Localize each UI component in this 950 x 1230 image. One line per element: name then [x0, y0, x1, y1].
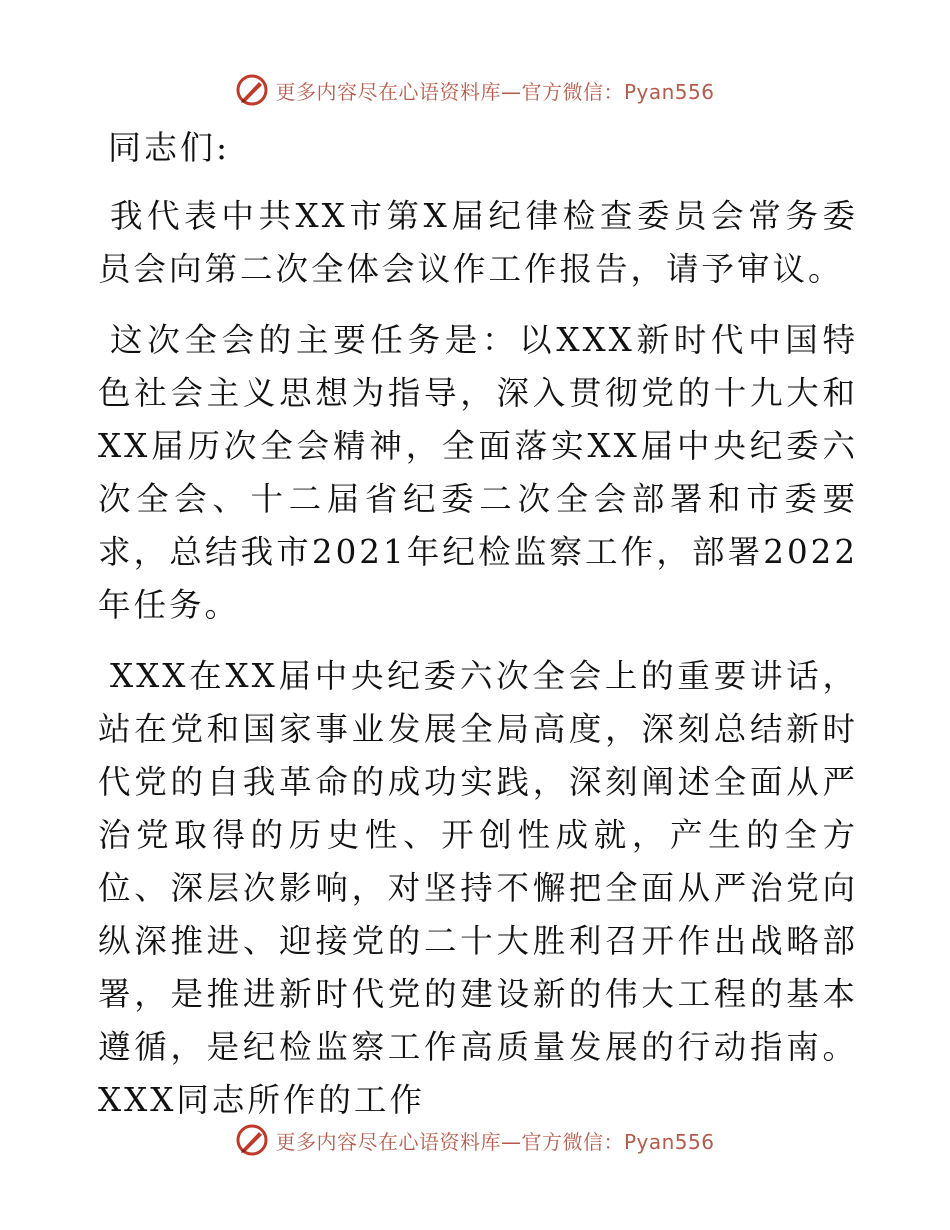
document-body: [98, 122, 858, 1145]
paragraph-2: 这次全会的主要任务是：以XXX新时代中国特色社会主义思想为指导，深入贯彻党的十九大和XX届历次全会精神，全面落实XX届中央纪委六次全会、十二届省纪委二次全会部署和市委要求，总结我市2021年纪检监察工作，部署2022年任务。: [98, 321, 858, 624]
salutation: 同志们:: [108, 128, 231, 167]
watermark-text: 更多内容尽在心语资料库—官方微信：Pyan556: [275, 79, 715, 104]
footer-watermark: [0, 1120, 950, 1160]
watermark-text: 更多内容尽在心语资料库—官方微信：Pyan556: [275, 1129, 715, 1154]
quill-logo-icon: [235, 73, 269, 107]
quill-logo-icon: [235, 1123, 269, 1157]
paragraph-3: XXX在XX届中央纪委六次全会上的重要讲话，站在党和国家事业发展全局高度，深刻总结新时代党的自我革命的成功实践，深刻阐述全面从严治党取得的历史性、开创性成就，产生的全方位、深层次影响，对坚持不懈把全面从严治党向纵深推进、迎接党的二十大胜利召开作出战略部署，是推进新时代党的建设新的伟大工程的基本遵循，是纪检监察工作高质量发展的行动指南。XXX同志所作的工作: [98, 657, 858, 1119]
header-watermark: [0, 70, 950, 110]
paragraph-1: 我代表中共XX市第X届纪律检查委员会常务委员会向第二次全体会议作工作报告，请予审议。: [98, 197, 858, 288]
